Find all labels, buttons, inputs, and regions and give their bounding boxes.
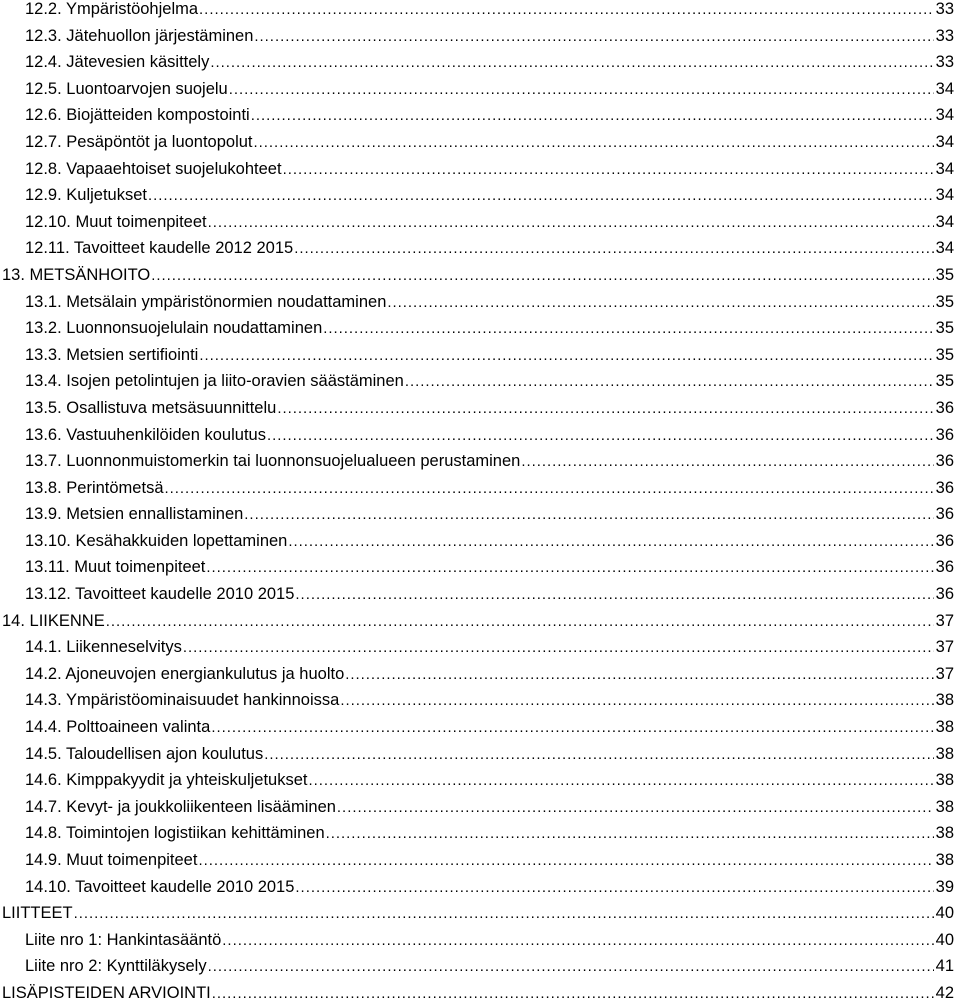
dot-leader [282,156,934,184]
toc-entry[interactable] [0,422,954,449]
toc-entry-page-number: 36 [935,558,954,577]
dot-leader [325,820,934,848]
toc-entry-title: 13.6. Vastuuhenkilöiden koulutus [25,425,266,444]
toc-entry[interactable] [0,953,954,980]
dot-leader [263,741,933,769]
dot-leader [339,687,933,715]
toc-entry-title: 12.9. Kuljetukset [25,186,147,205]
toc-entry[interactable] [0,23,954,50]
toc-entry-title: 12.2. Ympäristöohjelma [25,0,199,18]
dot-leader [207,953,934,981]
toc-entry[interactable] [0,581,954,608]
toc-entry-title: 13.8. Perintömetsä [25,478,164,497]
toc-entry-title: 14.8. Toimintojen logistiikan kehittäminen [25,824,325,843]
dot-leader [266,422,934,450]
dot-leader [105,608,934,636]
toc-entry-page-number: 38 [935,691,954,710]
toc-entry-title: 13.12. Tavoitteet kaudelle 2010 2015 [25,585,295,604]
toc-entry-title: 12.3. Jätehuollon järjestäminen [25,26,254,45]
toc-entry-page-number: 37 [935,611,954,630]
toc-entry[interactable] [0,289,954,316]
toc-entry-page-number: 34 [935,212,954,231]
toc-entry-page-number: 34 [935,79,954,98]
toc-entry[interactable] [0,49,954,76]
dot-leader [73,900,934,928]
toc-entry-title: LISÄPISTEIDEN ARVIOINTI [2,983,211,1002]
toc-entry[interactable] [0,661,954,688]
dot-leader [322,315,933,343]
toc-entry-title: 13.10. Kesähakkuiden lopettaminen [25,531,288,550]
dot-leader [209,49,933,77]
toc-entry-page-number: 35 [935,345,954,364]
toc-entry[interactable] [0,448,954,475]
toc-entry-title: 12.8. Vapaaehtoiset suojelukohteet [25,159,282,178]
toc-entry-page-number: 34 [935,239,954,258]
dot-leader [307,767,933,795]
toc-entry-title: 13.2. Luonnonsuojelulain noudattaminen [25,319,323,338]
toc-entry-page-number: 34 [935,132,954,151]
toc-entry-title: 13.3. Metsien sertifiointi [25,345,199,364]
dot-leader [228,76,934,104]
toc-entry-page-number: 34 [935,159,954,178]
toc-entry[interactable] [0,475,954,502]
toc-entry[interactable] [0,102,954,129]
toc-entry-page-number: 39 [935,877,954,896]
dot-leader [294,874,933,902]
toc-entry-title: 13.1. Metsälain ympäristönormien noudattaminen [25,292,387,311]
toc-entry-page-number: 35 [935,319,954,338]
toc-entry[interactable] [0,820,954,847]
toc-entry[interactable] [0,847,954,874]
toc-entry[interactable] [0,794,954,821]
toc-entry[interactable] [0,368,954,395]
dot-leader [182,634,934,662]
toc-entry-page-number: 37 [935,664,954,683]
toc-entry-page-number: 38 [935,744,954,763]
toc-entry-page-number: 36 [935,531,954,550]
toc-entry-page-number: 38 [935,718,954,737]
toc-entry[interactable] [0,156,954,183]
toc-entry[interactable] [0,714,954,741]
toc-entry-page-number: 36 [935,505,954,524]
toc-entry[interactable] [0,927,954,954]
dot-leader [386,289,933,317]
toc-entry-title: 14.2. Ajoneuvojen energiankulutus ja huolto [25,664,345,683]
toc-entry-page-number: 33 [935,26,954,45]
toc-entry-title: 14.10. Tavoitteet kaudelle 2010 2015 [25,877,295,896]
toc-entry[interactable] [0,687,954,714]
toc-entry-title: 13.4. Isojen petolintujen ja liito-oravien säästäminen [25,372,404,391]
toc-entry-title: 14.5. Taloudellisen ajon koulutus [25,744,264,763]
toc-entry[interactable] [0,900,954,927]
toc-entry-page-number: 33 [935,0,954,18]
toc-entry-page-number: 36 [935,478,954,497]
toc-entry-page-number: 38 [935,797,954,816]
dot-leader [198,342,933,370]
dot-leader [210,714,933,742]
dot-leader [205,554,933,582]
toc-entry[interactable] [0,634,954,661]
toc-entry-title: 12.6. Biojätteiden kompostointi [25,106,250,125]
toc-entry-title: 14.1. Liikenneselvitys [25,638,182,657]
toc-entry-title: 13.7. Luonnonmuistomerkin tai luonnonsuojelualueen perustaminen [25,452,521,471]
toc-entry[interactable] [0,209,954,236]
toc-entry[interactable] [0,554,954,581]
toc-entry-title: Liite nro 2: Kynttiläkysely [25,957,207,976]
toc-entry[interactable] [0,315,954,342]
toc-entry-page-number: 36 [935,425,954,444]
dot-leader [253,129,934,157]
dot-leader [197,847,933,875]
dot-leader [294,581,933,609]
toc-entry-title: 13.9. Metsien ennallistaminen [25,505,244,524]
toc-entry[interactable] [0,980,954,1007]
toc-entry-title: 13.5. Osallistuva metsäsuunnittelu [25,398,277,417]
toc-entry-title: Liite nro 1: Hankintasääntö [25,930,222,949]
toc-entry[interactable] [0,874,954,901]
toc-entry-title: 14.4. Polttoaineen valinta [25,718,211,737]
toc-entry-page-number: 38 [935,771,954,790]
toc-entry-page-number: 36 [935,398,954,417]
toc-entry-page-number: 40 [935,904,954,923]
toc-entry-page-number: 35 [935,372,954,391]
toc-entry-page-number: 36 [935,452,954,471]
toc-entry[interactable] [0,608,954,635]
toc-entry[interactable] [0,76,954,103]
toc-entry[interactable] [0,767,954,794]
toc-entry[interactable] [0,741,954,768]
dot-leader [207,209,934,237]
toc-entry-page-number: 37 [935,638,954,657]
dot-leader [147,182,934,210]
dot-leader [150,262,933,290]
toc-entry-page-number: 33 [935,53,954,72]
dot-leader [287,528,933,556]
toc-entry-title: 12.7. Pesäpöntöt ja luontopolut [25,132,253,151]
dot-leader [250,102,934,130]
toc-entry[interactable] [0,528,954,555]
toc-entry[interactable] [0,395,954,422]
toc-entry-title: 12.5. Luontoarvojen suojelu [25,79,228,98]
toc-entry-page-number: 36 [935,585,954,604]
toc-entry[interactable] [0,235,954,262]
toc-entry-page-number: 35 [935,292,954,311]
dot-leader [253,23,933,51]
toc-entry-title: 12.11. Tavoitteet kaudelle 2012 2015 [25,239,294,258]
toc-entry-title: 13.11. Muut toimenpiteet [25,558,206,577]
toc-entry[interactable] [0,262,954,289]
dot-leader [221,927,933,955]
toc-entry-title: 13. METSÄNHOITO [2,265,151,284]
dot-leader [276,395,933,423]
toc-entry[interactable] [0,0,954,23]
dot-leader [293,235,933,263]
toc-entry-page-number: 41 [935,957,954,976]
dot-leader [164,475,934,503]
dot-leader [404,368,934,396]
toc-entry[interactable] [0,501,954,528]
toc-entry-title: 14.7. Kevyt- ja joukkoliikenteen lisääminen [25,797,336,816]
toc-entry-page-number: 40 [935,930,954,949]
dot-leader [243,501,933,529]
dot-leader [336,794,934,822]
toc-entry-title: 14.3. Ympäristöominaisuudet hankinnoissa [25,691,340,710]
toc-entry[interactable] [0,342,954,369]
dot-leader [198,0,934,24]
toc-entry-page-number: 42 [935,983,954,1002]
toc-entry-title: 12.4. Jätevesien käsittely [25,53,210,72]
dot-leader [520,448,933,476]
toc-entry-title: 12.10. Muut toimenpiteet [25,212,207,231]
toc-entry[interactable] [0,182,954,209]
toc-entry-title: 14.9. Muut toimenpiteet [25,851,198,869]
toc-entry[interactable] [0,129,954,156]
toc-entry-page-number: 38 [935,851,954,869]
toc-entry-page-number: 38 [935,824,954,843]
dot-leader [344,661,933,689]
toc-entry-title: 14.6. Kimppakyydit ja yhteiskuljetukset [25,771,308,790]
toc-entry-page-number: 35 [935,265,954,284]
toc-entry-page-number: 34 [935,106,954,125]
toc-entry-title: LIITTEET [2,904,73,923]
toc-entry-page-number: 34 [935,186,954,205]
dot-leader [211,980,934,1008]
toc-entry-title: 14. LIIKENNE [2,611,105,630]
